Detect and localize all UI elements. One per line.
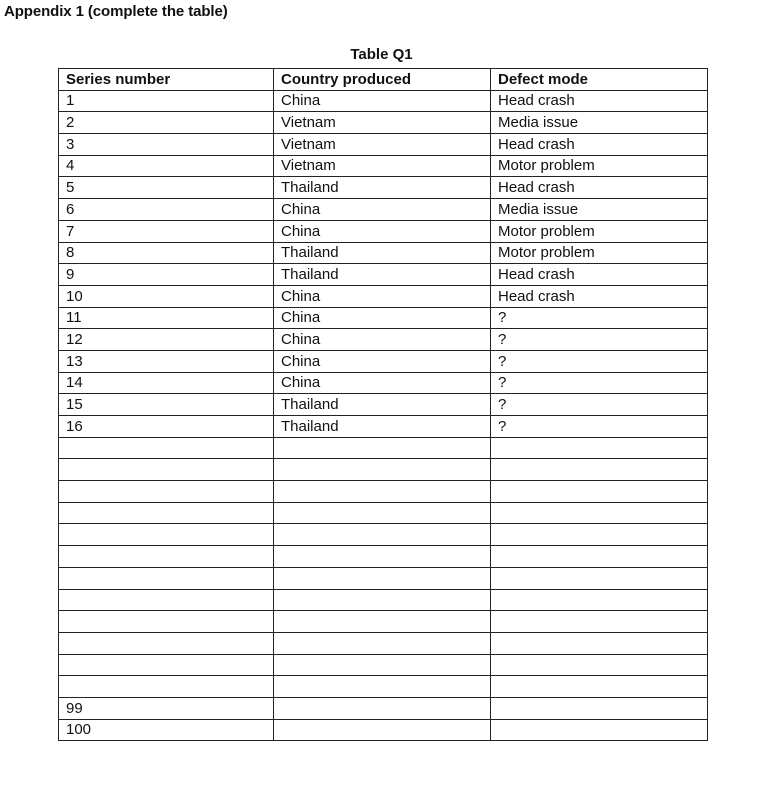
country-produced-cell[interactable] bbox=[274, 437, 491, 459]
series-number-cell[interactable] bbox=[59, 524, 274, 546]
series-number-cell[interactable] bbox=[59, 502, 274, 524]
defect-mode-cell[interactable] bbox=[491, 524, 708, 546]
defect-mode-cell[interactable] bbox=[491, 502, 708, 524]
table-row bbox=[59, 589, 708, 611]
series-number-cell[interactable] bbox=[59, 459, 274, 481]
series-number-cell[interactable] bbox=[59, 611, 274, 633]
defect-mode-cell[interactable]: Motor problem bbox=[491, 242, 708, 264]
defect-mode-cell[interactable]: Head crash bbox=[491, 134, 708, 156]
defect-mode-cell[interactable] bbox=[491, 459, 708, 481]
country-produced-cell[interactable]: China bbox=[274, 329, 491, 351]
defect-mode-cell[interactable] bbox=[491, 437, 708, 459]
country-produced-cell[interactable]: Thailand bbox=[274, 242, 491, 264]
table-row bbox=[59, 416, 708, 438]
table-row bbox=[59, 611, 708, 633]
table-row bbox=[59, 90, 708, 112]
table-row bbox=[59, 632, 708, 654]
series-number-cell[interactable]: 100 bbox=[59, 719, 274, 741]
country-produced-cell[interactable]: China bbox=[274, 350, 491, 372]
series-number-cell[interactable]: 9 bbox=[59, 264, 274, 286]
table-row bbox=[59, 264, 708, 286]
defect-mode-cell[interactable]: Head crash bbox=[491, 264, 708, 286]
defect-mode-cell[interactable]: Motor problem bbox=[491, 155, 708, 177]
series-number-cell[interactable]: 1 bbox=[59, 90, 274, 112]
country-produced-cell[interactable]: Thailand bbox=[274, 416, 491, 438]
header-row bbox=[59, 69, 708, 91]
defect-mode-cell[interactable] bbox=[491, 589, 708, 611]
series-number-cell[interactable] bbox=[59, 632, 274, 654]
series-number-cell[interactable]: 12 bbox=[59, 329, 274, 351]
table-row bbox=[59, 481, 708, 503]
table-row bbox=[59, 112, 708, 134]
series-number-cell[interactable]: 15 bbox=[59, 394, 274, 416]
column-header-defect-mode: Defect mode bbox=[491, 69, 708, 91]
table-row bbox=[59, 654, 708, 676]
defect-mode-cell[interactable]: Head crash bbox=[491, 177, 708, 199]
country-produced-cell[interactable]: Vietnam bbox=[274, 112, 491, 134]
series-number-cell[interactable]: 2 bbox=[59, 112, 274, 134]
defect-mode-cell[interactable]: ? bbox=[491, 416, 708, 438]
defect-mode-cell[interactable]: ? bbox=[491, 394, 708, 416]
series-number-cell[interactable]: 8 bbox=[59, 242, 274, 264]
country-produced-cell[interactable] bbox=[274, 611, 491, 633]
table-row bbox=[59, 220, 708, 242]
defect-mode-cell[interactable]: ? bbox=[491, 329, 708, 351]
country-produced-cell[interactable] bbox=[274, 654, 491, 676]
country-produced-cell[interactable] bbox=[274, 459, 491, 481]
table-row bbox=[59, 134, 708, 156]
table-row bbox=[59, 177, 708, 199]
table-row bbox=[59, 546, 708, 568]
country-produced-cell[interactable] bbox=[274, 502, 491, 524]
series-number-cell[interactable] bbox=[59, 654, 274, 676]
table-row bbox=[59, 285, 708, 307]
table-row bbox=[59, 502, 708, 524]
defect-mode-cell[interactable]: Head crash bbox=[491, 285, 708, 307]
country-produced-cell[interactable] bbox=[274, 632, 491, 654]
defect-mode-cell[interactable]: ? bbox=[491, 307, 708, 329]
table-row bbox=[59, 350, 708, 372]
appendix-heading: Appendix 1 (complete the table) bbox=[4, 3, 228, 20]
country-produced-cell[interactable]: Thailand bbox=[274, 177, 491, 199]
table-q1 bbox=[58, 68, 708, 741]
table-row bbox=[59, 307, 708, 329]
defect-mode-cell[interactable]: Media issue bbox=[491, 199, 708, 221]
country-produced-cell[interactable] bbox=[274, 697, 491, 719]
defect-mode-cell[interactable] bbox=[491, 654, 708, 676]
country-produced-cell[interactable]: China bbox=[274, 285, 491, 307]
series-number-cell[interactable]: 10 bbox=[59, 285, 274, 307]
column-header-country-produced: Country produced bbox=[274, 69, 491, 91]
table-row bbox=[59, 697, 708, 719]
table-row bbox=[59, 437, 708, 459]
series-number-cell[interactable]: 5 bbox=[59, 177, 274, 199]
series-number-cell[interactable] bbox=[59, 437, 274, 459]
defect-mode-cell[interactable]: Head crash bbox=[491, 90, 708, 112]
defect-mode-cell[interactable] bbox=[491, 632, 708, 654]
defect-mode-cell[interactable]: Motor problem bbox=[491, 220, 708, 242]
table-row bbox=[59, 394, 708, 416]
country-produced-cell[interactable] bbox=[274, 676, 491, 698]
country-produced-cell[interactable]: China bbox=[274, 199, 491, 221]
table-row bbox=[59, 329, 708, 351]
table-row bbox=[59, 372, 708, 394]
defect-mode-cell[interactable]: ? bbox=[491, 350, 708, 372]
country-produced-cell[interactable] bbox=[274, 567, 491, 589]
series-number-cell[interactable]: 7 bbox=[59, 220, 274, 242]
defect-mode-cell[interactable] bbox=[491, 481, 708, 503]
series-number-cell[interactable]: 14 bbox=[59, 372, 274, 394]
country-produced-cell[interactable]: Thailand bbox=[274, 264, 491, 286]
table-caption: Table Q1 bbox=[350, 46, 413, 63]
country-produced-cell[interactable]: Vietnam bbox=[274, 134, 491, 156]
table-row bbox=[59, 155, 708, 177]
series-number-cell[interactable] bbox=[59, 676, 274, 698]
country-produced-cell[interactable]: China bbox=[274, 307, 491, 329]
defect-mode-cell[interactable] bbox=[491, 719, 708, 741]
country-produced-cell[interactable]: China bbox=[274, 372, 491, 394]
series-number-cell[interactable]: 3 bbox=[59, 134, 274, 156]
column-header-series-number: Series number bbox=[59, 69, 274, 91]
table-body bbox=[59, 90, 708, 741]
country-produced-cell[interactable]: China bbox=[274, 90, 491, 112]
defect-mode-cell[interactable] bbox=[491, 676, 708, 698]
series-number-cell[interactable]: 16 bbox=[59, 416, 274, 438]
country-produced-cell[interactable] bbox=[274, 589, 491, 611]
defect-mode-cell[interactable] bbox=[491, 567, 708, 589]
series-number-cell[interactable] bbox=[59, 589, 274, 611]
country-produced-cell[interactable] bbox=[274, 719, 491, 741]
country-produced-cell[interactable] bbox=[274, 524, 491, 546]
defect-mode-cell[interactable]: Media issue bbox=[491, 112, 708, 134]
series-number-cell[interactable]: 13 bbox=[59, 350, 274, 372]
defect-mode-cell[interactable]: ? bbox=[491, 372, 708, 394]
country-produced-cell[interactable]: China bbox=[274, 220, 491, 242]
defect-mode-cell[interactable] bbox=[491, 546, 708, 568]
table-row bbox=[59, 524, 708, 546]
series-number-cell[interactable]: 11 bbox=[59, 307, 274, 329]
country-produced-cell[interactable] bbox=[274, 481, 491, 503]
country-produced-cell[interactable] bbox=[274, 546, 491, 568]
table-row bbox=[59, 459, 708, 481]
table-row bbox=[59, 242, 708, 264]
series-number-cell[interactable]: 4 bbox=[59, 155, 274, 177]
defect-mode-cell[interactable] bbox=[491, 697, 708, 719]
table-row bbox=[59, 567, 708, 589]
table-row bbox=[59, 676, 708, 698]
series-number-cell[interactable]: 6 bbox=[59, 199, 274, 221]
table-row bbox=[59, 719, 708, 741]
series-number-cell[interactable] bbox=[59, 567, 274, 589]
country-produced-cell[interactable]: Thailand bbox=[274, 394, 491, 416]
series-number-cell[interactable] bbox=[59, 546, 274, 568]
table-row bbox=[59, 199, 708, 221]
series-number-cell[interactable]: 99 bbox=[59, 697, 274, 719]
country-produced-cell[interactable]: Vietnam bbox=[274, 155, 491, 177]
defect-mode-cell[interactable] bbox=[491, 611, 708, 633]
series-number-cell[interactable] bbox=[59, 481, 274, 503]
